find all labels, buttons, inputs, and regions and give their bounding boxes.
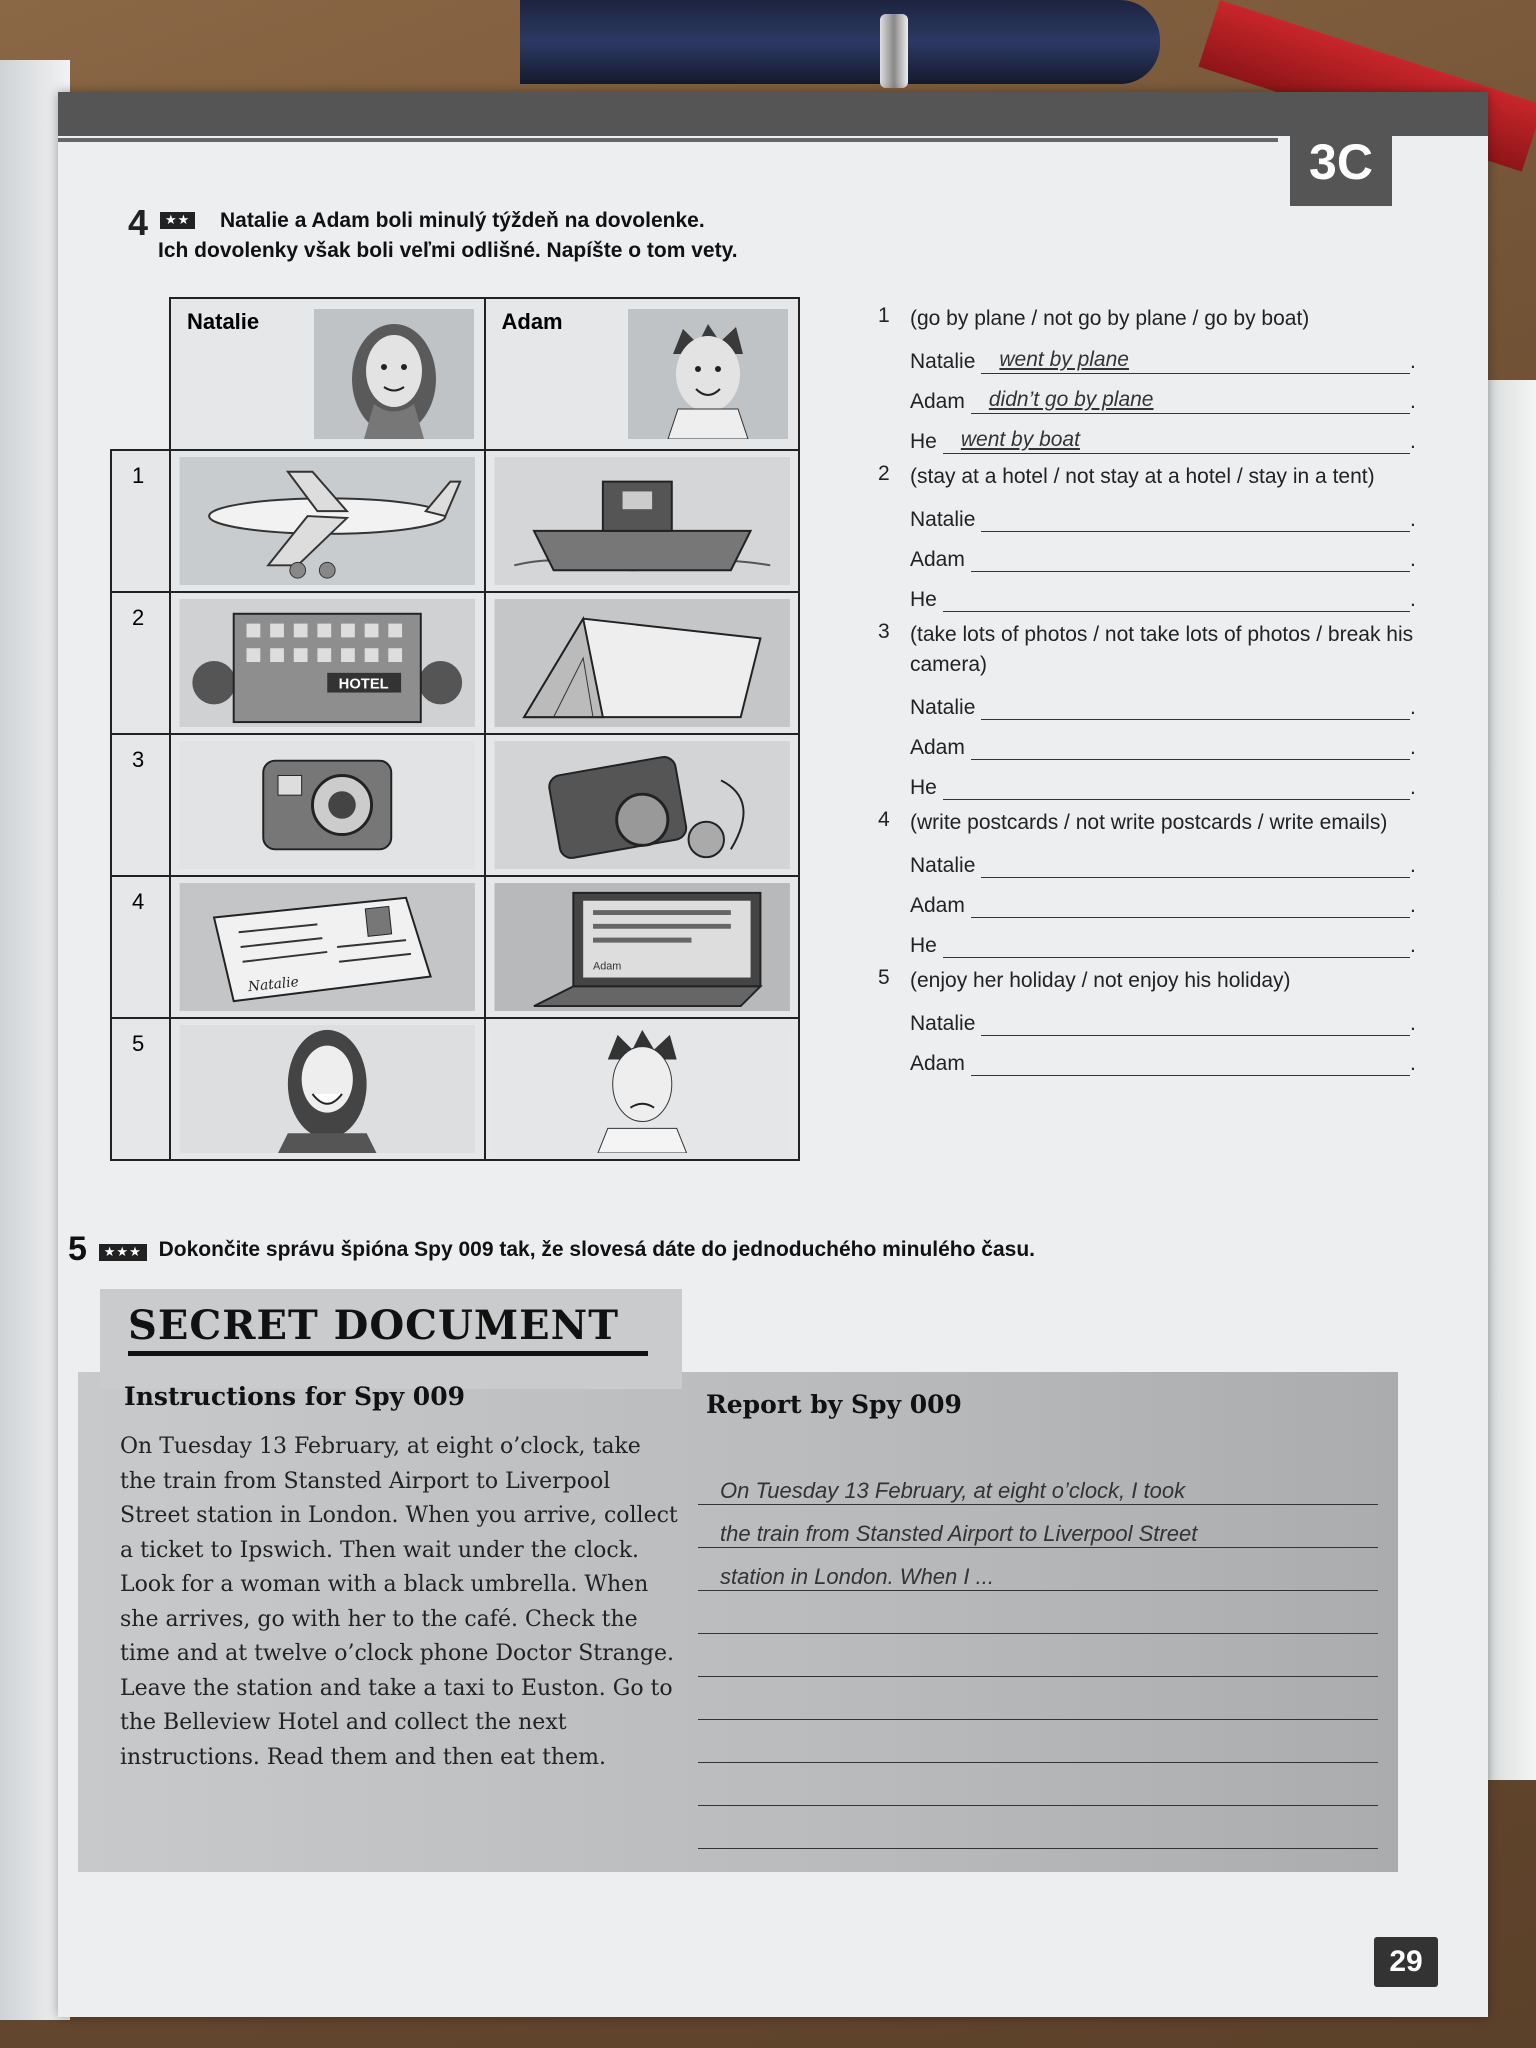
answer-subject: Adam — [910, 548, 965, 571]
line-end-period: . — [1410, 1052, 1416, 1075]
secret-title-underline — [128, 1351, 648, 1356]
row-number: 2 — [132, 605, 145, 630]
pen — [520, 0, 1160, 84]
line-end-period: . — [1410, 390, 1416, 413]
exercise-4-instruction-line2: Ich dovolenky však boli veľmi odlišné. Napíšte o tom vety. — [158, 239, 738, 262]
prompt-cue: (stay at a hotel / not stay at a hotel / stay in a tent) — [910, 465, 1375, 488]
answer-subject: Adam — [910, 736, 965, 759]
report-line[interactable] — [698, 1634, 1378, 1677]
line-end-period: . — [1410, 894, 1416, 917]
sad-adam-icon — [492, 1025, 793, 1153]
broken-camera-icon — [492, 741, 793, 869]
camera-picture-cell — [170, 734, 485, 876]
answer-blank[interactable] — [943, 930, 1410, 958]
exercise-4-prompts — [878, 304, 1418, 1084]
spy-instructions-text: On Tuesday 13 February, at eight o’clock, take the train from Stansted Airport to Liverpool Street station in London. When you arrive, collect a ticket to Ipswich. Then wait under the clock. Look for a woman with a black umbrella. When she arrives, go with her to the café. Check the time and at twelve o’clock phone Doctor Strange. Leave the station and take a taxi to Euston. Go to the Belleview Hotel and collect the next instructions. Read them and then eat them. — [120, 1434, 678, 1770]
answer-blank[interactable] — [981, 850, 1410, 878]
report-heading: Report by Spy 009 — [706, 1390, 962, 1419]
report-line[interactable]: On Tuesday 13 February, at eight o’clock, I took — [698, 1462, 1378, 1505]
answer-blank[interactable] — [943, 584, 1410, 612]
answer-blank[interactable] — [981, 504, 1410, 532]
prompt-number: 4 — [878, 808, 890, 831]
answer-line — [910, 838, 1418, 878]
prompt-number: 2 — [878, 462, 890, 485]
exercise-4-number: 4 — [128, 202, 149, 243]
line-end-period: . — [1410, 854, 1416, 877]
answer-subject: Adam — [910, 390, 965, 413]
unit-badge: 3C — [1290, 118, 1392, 206]
header-rule — [58, 138, 1278, 142]
prompt-cue: (write postcards / not write postcards / write emails) — [910, 811, 1388, 834]
answer-line — [910, 374, 1418, 414]
laptop-icon — [492, 883, 793, 1011]
line-end-period: . — [1410, 430, 1416, 453]
answer-subject: He — [910, 776, 937, 799]
boat-icon — [492, 457, 793, 585]
report-line[interactable] — [698, 1763, 1378, 1806]
natalie-header: Natalie — [187, 309, 260, 334]
broken-camera-picture-cell — [485, 734, 800, 876]
line-end-period: . — [1410, 696, 1416, 719]
answer-line — [910, 334, 1418, 374]
happy-natalie-icon — [177, 1025, 478, 1153]
prompt-number: 1 — [878, 304, 890, 327]
postcard-signature: Natalie — [247, 974, 300, 996]
answer-blank[interactable] — [971, 732, 1410, 760]
row-number: 3 — [132, 747, 145, 772]
report-line[interactable] — [698, 1677, 1378, 1720]
line-end-period: . — [1410, 588, 1416, 611]
answer-subject: He — [910, 430, 937, 453]
answer-subject: He — [910, 588, 937, 611]
exercise-4-instruction-line1: Natalie a Adam boli minulý týždeň na dovolenke. — [220, 209, 705, 232]
tent-picture-cell — [485, 592, 800, 734]
line-end-period: . — [1410, 934, 1416, 957]
prompt-number: 3 — [878, 620, 890, 643]
plane-picture-cell — [170, 450, 485, 592]
row-number: 4 — [132, 889, 145, 914]
prompt-cue: (enjoy her holiday / not enjoy his holiday) — [910, 969, 1291, 992]
prompt-item — [878, 304, 1418, 454]
answer-subject: Natalie — [910, 350, 976, 373]
answer-subject: Natalie — [910, 1012, 976, 1035]
workbook-page — [58, 92, 1488, 2017]
hotel-sign-text: HOTEL — [338, 676, 389, 693]
postcard-picture-cell — [170, 876, 485, 1018]
header-band — [58, 92, 1488, 136]
answer-blank[interactable]: didn’t go by plane — [971, 386, 1410, 414]
prompt-cue: (take lots of photos / not take lots of photos / break his camera) — [910, 623, 1414, 676]
prompt-number: 5 — [878, 966, 890, 989]
answer-line — [910, 720, 1418, 760]
answer-subject: Adam — [910, 1052, 965, 1075]
report-writing-lines — [698, 1462, 1378, 1849]
natalie-portrait — [314, 309, 474, 439]
row-4-number-cell — [111, 876, 170, 1018]
answer-line — [910, 572, 1418, 612]
email-sender: Adam — [592, 960, 621, 973]
line-end-period: . — [1410, 776, 1416, 799]
report-line[interactable] — [698, 1720, 1378, 1763]
adam-portrait — [628, 309, 788, 439]
answer-line — [910, 492, 1418, 532]
natalie-header-cell — [170, 298, 485, 450]
answer-subject: Adam — [910, 894, 965, 917]
secret-document-title: SECRET DOCUMENT — [128, 1302, 619, 1349]
answer-blank[interactable]: went by boat — [943, 426, 1410, 454]
report-line[interactable]: station in London. When I ... — [698, 1548, 1378, 1591]
prompt-item — [878, 462, 1418, 612]
answer-line — [910, 918, 1418, 958]
boat-picture-cell — [485, 450, 800, 592]
answer-subject: Natalie — [910, 696, 976, 719]
adam-header: Adam — [501, 309, 563, 334]
exercise-4-difficulty: ★★ — [160, 212, 195, 229]
answer-line — [910, 532, 1418, 572]
postcard-icon — [177, 883, 478, 1011]
answer-subject: He — [910, 934, 937, 957]
line-end-period: . — [1410, 548, 1416, 571]
answer-blank[interactable] — [971, 1048, 1410, 1076]
prompt-cue: (go by plane / not go by plane / go by boat) — [910, 307, 1310, 330]
page-number: 29 — [1374, 1937, 1438, 1987]
sad-adam-picture-cell — [485, 1018, 800, 1160]
row-5-number-cell — [111, 1018, 170, 1160]
line-end-period: . — [1410, 736, 1416, 759]
row-number: 1 — [132, 463, 145, 488]
answer-line — [910, 680, 1418, 720]
exercise-5-difficulty: ★★★ — [99, 1244, 147, 1261]
line-end-period: . — [1410, 508, 1416, 531]
answer-subject: Natalie — [910, 854, 976, 877]
answer-line — [910, 996, 1418, 1036]
holiday-picture-table — [110, 297, 800, 1161]
instructions-heading: Instructions for Spy 009 — [124, 1382, 465, 1411]
report-line[interactable] — [698, 1806, 1378, 1849]
line-end-period: . — [1410, 1012, 1416, 1035]
row-number: 5 — [132, 1031, 145, 1056]
exercise-5-instruction-row — [68, 1230, 1035, 1269]
answer-blank[interactable] — [981, 1008, 1410, 1036]
camera-icon — [177, 741, 478, 869]
adam-header-cell — [485, 298, 800, 450]
table-corner — [111, 298, 170, 450]
exercise-5-instruction: Dokončite správu špióna Spy 009 tak, že slovesá dáte do jednoduchého minulého času. — [158, 1238, 1035, 1261]
report-line[interactable] — [698, 1591, 1378, 1634]
answer-blank[interactable] — [971, 544, 1410, 572]
answer-line — [910, 878, 1418, 918]
laptop-picture-cell — [485, 876, 800, 1018]
answer-line — [910, 414, 1418, 454]
hotel-picture-cell — [170, 592, 485, 734]
answer-blank[interactable] — [981, 692, 1410, 720]
row-1-number-cell — [111, 450, 170, 592]
right-page-edge — [1488, 380, 1536, 1780]
answer-line — [910, 760, 1418, 800]
pen-clip — [880, 14, 908, 88]
prompt-item — [878, 620, 1418, 800]
answer-subject: Natalie — [910, 508, 976, 531]
line-end-period: . — [1410, 350, 1416, 373]
prompt-item — [878, 808, 1418, 958]
report-line[interactable]: the train from Stansted Airport to Liverpool Street — [698, 1505, 1378, 1548]
row-3-number-cell — [111, 734, 170, 876]
happy-natalie-picture-cell — [170, 1018, 485, 1160]
hotel-icon — [177, 599, 478, 727]
answer-line — [910, 1036, 1418, 1076]
row-2-number-cell — [111, 592, 170, 734]
tent-icon — [492, 599, 793, 727]
exercise-5-number: 5 — [68, 1230, 87, 1268]
answer-blank[interactable] — [971, 890, 1410, 918]
prompt-item — [878, 966, 1418, 1076]
plane-icon — [177, 457, 478, 585]
answer-blank[interactable] — [943, 772, 1410, 800]
answer-blank[interactable]: went by plane — [981, 346, 1410, 374]
